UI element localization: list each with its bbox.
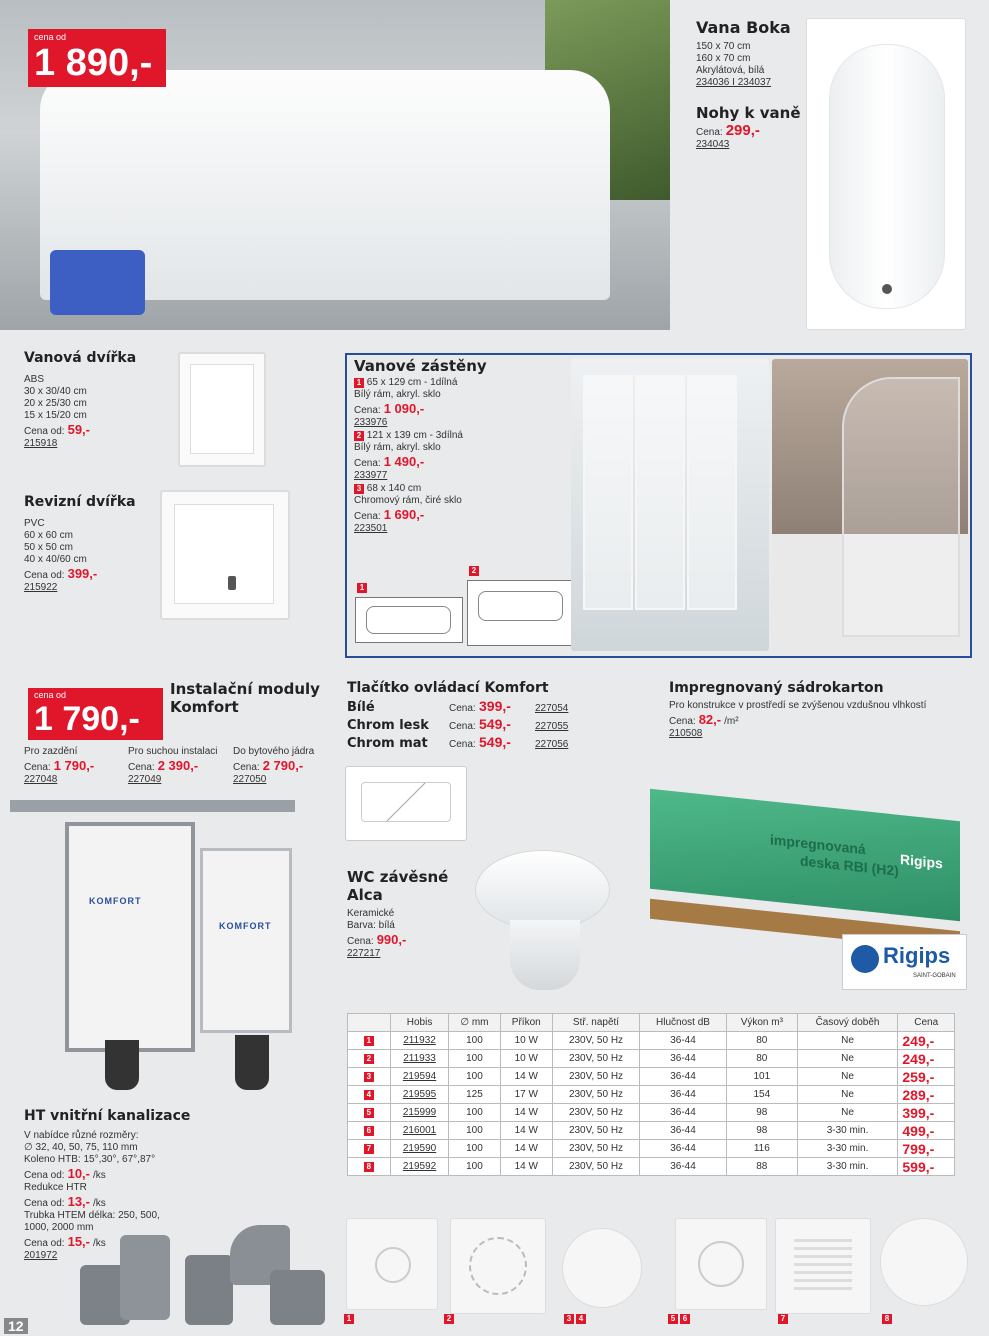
row-number-badge	[348, 1104, 391, 1122]
tlacitko-row-name: Chrom mat	[347, 736, 428, 751]
frame-bar	[10, 800, 295, 812]
board-text-2: deska RBI (H2)	[800, 852, 899, 879]
fan-image-5-6	[675, 1218, 767, 1310]
kanalizace-line-2: ∅ 32, 40, 50, 75, 110 mm	[24, 1142, 138, 1153]
item-number-badge: 3	[354, 484, 364, 494]
zasteny-title: Vanové zástěny	[354, 357, 487, 375]
table-row	[348, 1050, 955, 1068]
table-cell: 125	[449, 1086, 500, 1104]
revizni-line-3: 50 x 50 cm	[24, 542, 73, 553]
table-cell: 88	[726, 1158, 797, 1176]
table-cell-price: 249,-	[898, 1032, 955, 1050]
vanova-line-2: 30 x 30/40 cm	[24, 386, 87, 397]
vana-title: Vana Boka	[696, 18, 791, 37]
revizni-line-1: PVC	[24, 518, 45, 529]
moduly-title-block	[170, 680, 320, 716]
table-cell: 116	[726, 1140, 797, 1158]
zasteny-item-3-price-label: Cena:	[354, 511, 381, 522]
table-cell: 36-44	[640, 1158, 727, 1176]
revizni-line-4: 40 x 40/60 cm	[24, 554, 87, 565]
moduly-variant-1-name: Pro zazdění	[24, 746, 78, 757]
fan-louvres	[794, 1239, 852, 1295]
table-cell: 36-44	[640, 1032, 727, 1050]
row-number-icon: 1	[364, 1036, 374, 1046]
drain-pipe-2	[235, 1035, 269, 1090]
glass-panel	[842, 377, 960, 637]
moduly-variant-2-name: Pro suchou instalaci	[128, 746, 218, 757]
board-text-1: impregnovaná	[770, 831, 866, 858]
table-cell-price: 259,-	[898, 1068, 955, 1086]
moduly-title-1: Instalační moduly	[170, 680, 320, 698]
table-cell-code: 219595	[390, 1086, 449, 1104]
table-cell: 230V, 50 Hz	[552, 1086, 639, 1104]
table-cell-code: 211933	[390, 1050, 449, 1068]
fan-image-7	[775, 1218, 871, 1314]
item-number-badge: 1	[354, 378, 364, 388]
redukce-unit: /ks	[93, 1198, 106, 1209]
trubka-line-1: Trubka HTEM délka: 250, 500,	[24, 1210, 160, 1221]
table-cell: 230V, 50 Hz	[552, 1104, 639, 1122]
table-cell: 10 W	[500, 1050, 552, 1068]
redukce-label: Redukce HTR	[24, 1182, 87, 1193]
module-body-2	[200, 848, 292, 1033]
screen-panel-1	[583, 375, 633, 610]
table-cell-code: 219594	[390, 1068, 449, 1086]
tlacitko-row-price: 549,-	[479, 716, 511, 732]
vanova-price-row	[24, 422, 174, 438]
table-header-cell: Výkon m³	[726, 1014, 797, 1032]
zasteny-frame	[345, 353, 972, 658]
sadrokarton-price: 82,-	[698, 712, 722, 727]
revizni-price-label: Cena od:	[24, 570, 65, 581]
diagram-1-tub	[355, 597, 463, 643]
table-cell: 230V, 50 Hz	[552, 1050, 639, 1068]
wc-title-1: WC závěsné	[347, 868, 449, 886]
fan-marker-7: 7	[778, 1314, 788, 1324]
moduly-variant-3-name: Do bytového jádra	[233, 746, 315, 757]
vana-line-1: 150 x 70 cm	[696, 41, 751, 52]
trubka-price: 15,-	[67, 1234, 90, 1249]
wc-line-1: Keramické	[347, 908, 395, 919]
table-header-cell: Stř. napětí	[552, 1014, 639, 1032]
nohy-price: 299,-	[725, 122, 760, 139]
table-cell: 10 W	[500, 1032, 552, 1050]
zasteny-item-3-code: 223501	[354, 523, 388, 534]
zasteny-item-1-line1: 65 x 129 cm - 1dílná	[366, 377, 458, 388]
table-cell: 3-30 min.	[797, 1140, 898, 1158]
redukce-price-label: Cena od:	[24, 1198, 65, 1209]
table-cell: 101	[726, 1068, 797, 1086]
tlacitko-rows	[347, 698, 597, 752]
kanalizace-line-1: V nabídce různé rozměry:	[24, 1130, 139, 1141]
table-header-cell: Hlučnost dB	[640, 1014, 727, 1032]
diagram-tub-inner	[366, 606, 451, 634]
module-body-1	[65, 822, 195, 1052]
panel-door	[174, 504, 274, 604]
moduly-variant-1-price: 1 790,-	[53, 758, 95, 773]
row-number-badge	[348, 1086, 391, 1104]
table-cell: 36-44	[640, 1122, 727, 1140]
table-cell-price: 249,-	[898, 1050, 955, 1068]
table-header-cell: Cena	[898, 1014, 955, 1032]
tlacitko-title: Tlačítko ovládací Komfort	[347, 680, 549, 696]
table-row	[348, 1032, 955, 1050]
sadrokarton-title: Impregnovaný sádrokarton	[669, 680, 884, 696]
drain-pipe-1	[105, 1040, 139, 1090]
rigips-logo-text: Rigips	[883, 943, 951, 968]
koleno-price-label: Cena od:	[24, 1170, 65, 1181]
panel-door	[190, 364, 254, 454]
nohy-price-label: Cena:	[696, 127, 723, 138]
table-header-cell	[348, 1014, 391, 1032]
moduly-variant-2-price-label: Cena:	[128, 762, 155, 773]
tlacitko-row-name: Bílé	[347, 700, 375, 715]
row-number-badge	[348, 1032, 391, 1050]
table-row	[348, 1140, 955, 1158]
table-cell: 98	[726, 1104, 797, 1122]
table-row	[348, 1122, 955, 1140]
zasteny-item-3	[354, 483, 569, 534]
table-cell: 230V, 50 Hz	[552, 1068, 639, 1086]
trubka-unit: /ks	[93, 1238, 106, 1249]
sadrokarton-line: Pro konstrukce v prostředí se zvýšenou vzdušnou vlhkostí	[669, 700, 927, 711]
table-cell: 230V, 50 Hz	[552, 1158, 639, 1176]
row-number-icon: 6	[364, 1126, 374, 1136]
table-cell: Ne	[797, 1068, 898, 1086]
lock-icon	[228, 576, 236, 590]
sadrokarton-block	[669, 680, 969, 739]
table-cell-price: 499,-	[898, 1122, 955, 1140]
fan-marker-2: 2	[444, 1314, 454, 1324]
fan-image-1	[346, 1218, 438, 1310]
board-stack	[650, 789, 960, 922]
zasteny-item-2-price: 1 490,-	[383, 454, 425, 469]
table-cell: 230V, 50 Hz	[552, 1140, 639, 1158]
zasteny-item-3-line1: 68 x 140 cm	[366, 483, 422, 494]
zasteny-item-1-price-label: Cena:	[354, 405, 381, 416]
wc-code: 227217	[347, 948, 381, 959]
trubka-price-label: Cena od:	[24, 1238, 65, 1249]
revizni-dvirka-block	[24, 494, 174, 593]
hero-price-tag: cena od 1 890,-	[28, 29, 166, 87]
table-cell-price: 289,-	[898, 1086, 955, 1104]
sadrokarton-price-label: Cena:	[669, 716, 696, 727]
installation-module-frame-image	[10, 800, 295, 1100]
moduly-variant-3	[233, 746, 338, 785]
table-cell: 100	[449, 1068, 500, 1086]
tlacitko-row-code: 227055	[535, 721, 569, 732]
fan-image-8	[880, 1218, 968, 1306]
moduly-variant-2-price: 2 390,-	[157, 758, 199, 773]
fan-grille	[469, 1237, 527, 1295]
rigips-logo-icon	[851, 945, 879, 973]
nohy-code: 234043	[696, 139, 730, 150]
zasteny-item-1-line2: Bílý rám, akryl. sklo	[354, 389, 441, 400]
table-cell: 14 W	[500, 1158, 552, 1176]
fan-spec-table	[347, 1013, 955, 1176]
wc-price-label: Cena:	[347, 936, 374, 947]
vana-code: 234036 I 234037	[696, 77, 772, 88]
zasteny-item-2	[354, 430, 569, 481]
row-number-badge	[348, 1140, 391, 1158]
zasteny-item-1	[354, 377, 569, 428]
zasteny-text-block	[354, 357, 569, 534]
diagram-marker-2: 2	[469, 566, 479, 576]
sadrokarton-code: 210508	[669, 728, 703, 739]
zasteny-item-2-code: 233977	[354, 470, 388, 481]
vanova-line-4: 15 x 15/20 cm	[24, 410, 87, 421]
module-brand-1: KOMFORT	[89, 896, 142, 906]
screen-panel-3	[687, 375, 737, 610]
board-brand: Rigips	[900, 850, 943, 872]
pipe-2	[120, 1235, 170, 1320]
redukce-price: 13,-	[67, 1194, 90, 1209]
plasterboard-stack-image	[640, 785, 965, 950]
moduly-variant-2-code: 227049	[128, 774, 162, 785]
fan-marker-4: 4	[576, 1314, 586, 1324]
table-row	[348, 1158, 955, 1176]
table-cell: 100	[449, 1140, 500, 1158]
fan-marker-8: 8	[882, 1314, 892, 1324]
table-cell: 230V, 50 Hz	[552, 1122, 639, 1140]
vanova-line-1: ABS	[24, 374, 45, 385]
table-header-cell: Příkon	[500, 1014, 552, 1032]
table-cell: Ne	[797, 1032, 898, 1050]
table-cell: 100	[449, 1122, 500, 1140]
table-cell: 98	[726, 1122, 797, 1140]
nohy-title: Nohy k vaně	[696, 104, 801, 122]
table-cell: 80	[726, 1050, 797, 1068]
vanova-line-3: 20 x 25/30 cm	[24, 398, 87, 409]
rigips-logo-sub: SAINT-GOBAIN	[913, 973, 956, 979]
revizni-code: 215922	[24, 582, 58, 593]
zasteny-item-1-code: 233976	[354, 417, 388, 428]
koleno-price: 10,-	[67, 1166, 90, 1181]
table-cell: 14 W	[500, 1068, 552, 1086]
vanova-price: 59,-	[67, 422, 90, 437]
shower-screen-chrome-photo	[772, 359, 968, 651]
table-cell: 100	[449, 1158, 500, 1176]
row-number-badge	[348, 1158, 391, 1176]
fan-image-3-4	[562, 1228, 642, 1308]
screen-panel-2	[635, 375, 685, 610]
tlacitko-block	[347, 680, 597, 752]
row-number-icon: 8	[364, 1162, 374, 1172]
moduly-title-2: Komfort	[170, 698, 239, 716]
toilet-body	[510, 920, 580, 990]
access-panel-abs-image	[178, 352, 266, 467]
table-cell-code: 216001	[390, 1122, 449, 1140]
row-number-badge	[348, 1050, 391, 1068]
tlacitko-row-price: 399,-	[479, 698, 511, 714]
nohy-price-row	[696, 122, 806, 139]
table-cell: 14 W	[500, 1122, 552, 1140]
zasteny-item-2-line1: 121 x 139 cm - 3dílná	[366, 430, 463, 441]
table-cell: Ne	[797, 1086, 898, 1104]
revizni-line-2: 60 x 60 cm	[24, 530, 73, 541]
table-cell-price: 599,-	[898, 1158, 955, 1176]
table-cell: 36-44	[640, 1140, 727, 1158]
page-number: 12	[4, 1318, 28, 1334]
table-row	[348, 1104, 955, 1122]
table-header-cell: Hobis	[390, 1014, 449, 1032]
zasteny-item-2-price-label: Cena:	[354, 458, 381, 469]
diagram-2-tub	[467, 580, 575, 646]
wc-line-2: Barva: bílá	[347, 920, 395, 931]
module-brand-2: KOMFORT	[219, 921, 272, 931]
fan-image-2	[450, 1218, 546, 1314]
fan-marker-1: 1	[344, 1314, 354, 1324]
trubka-line-2: 1000, 2000 mm	[24, 1222, 94, 1233]
shower-screen-3part-photo	[571, 359, 769, 651]
table-cell: 36-44	[640, 1068, 727, 1086]
table-cell-price: 799,-	[898, 1140, 955, 1158]
vana-line-3: Akrylátová, bílá	[696, 65, 765, 76]
table-row	[348, 1086, 955, 1104]
bathtub-inner	[829, 44, 945, 309]
table-cell: 17 W	[500, 1086, 552, 1104]
zasteny-item-1-price: 1 090,-	[383, 401, 425, 416]
fan-marker-6: 6	[680, 1314, 690, 1324]
moduly-variant-3-price: 2 790,-	[262, 758, 304, 773]
table-cell: 100	[449, 1032, 500, 1050]
table-cell: 14 W	[500, 1140, 552, 1158]
fan-grille	[375, 1247, 411, 1283]
flush-button-plate	[361, 782, 451, 822]
tlacitko-row-code: 227056	[535, 739, 569, 750]
access-panel-pvc-image	[160, 490, 290, 620]
tlacitko-row	[347, 716, 597, 734]
wc-price: 990,-	[376, 932, 407, 947]
pipes-image	[67, 1215, 340, 1330]
diagram-tub-inner	[478, 591, 563, 621]
table-cell-code: 219590	[390, 1140, 449, 1158]
table-cell: 36-44	[640, 1086, 727, 1104]
pipe-3	[185, 1255, 233, 1325]
table-cell: Ne	[797, 1050, 898, 1068]
toilet-bowl	[475, 850, 610, 930]
row-number-icon: 4	[364, 1090, 374, 1100]
zasteny-item-2-line2: Bílý rám, akryl. sklo	[354, 442, 441, 453]
zasteny-item-3-line2: Chromový rám, čiré sklo	[354, 495, 462, 506]
table-cell: 36-44	[640, 1104, 727, 1122]
table-cell: 3-30 min.	[797, 1158, 898, 1176]
kanalizace-code: 201972	[24, 1250, 58, 1261]
drain-icon	[882, 284, 892, 294]
tlacitko-row	[347, 734, 597, 752]
fan-marker-5: 5	[668, 1314, 678, 1324]
vanova-price-label: Cena od:	[24, 426, 65, 437]
fans-row	[340, 1210, 980, 1328]
table-cell: 3-30 min.	[797, 1122, 898, 1140]
table-cell: 36-44	[640, 1050, 727, 1068]
wc-title-2: Alca	[347, 886, 383, 904]
wc-block	[347, 868, 477, 959]
table-cell: 100	[449, 1050, 500, 1068]
row-number-icon: 5	[364, 1108, 374, 1118]
towel-graphic	[50, 250, 145, 315]
diagram-marker-1: 1	[357, 583, 367, 593]
table-cell-code: 211932	[390, 1032, 449, 1050]
tlacitko-row	[347, 698, 597, 716]
row-number-icon: 7	[364, 1144, 374, 1154]
table-header-row	[348, 1014, 955, 1032]
vanova-dvirka-block	[24, 350, 174, 449]
moduly-variant-3-code: 227050	[233, 774, 267, 785]
tlacitko-row-code: 227054	[535, 703, 569, 714]
moduly-variant-1	[24, 746, 124, 785]
revizni-price: 399,-	[67, 566, 98, 581]
table-cell: 100	[449, 1104, 500, 1122]
table-header-cell: ∅ mm	[449, 1014, 500, 1032]
item-number-badge: 2	[354, 431, 364, 441]
row-number-icon: 3	[364, 1072, 374, 1082]
vanova-title: Vanová dvířka	[24, 350, 137, 366]
koleno-unit: /ks	[93, 1170, 106, 1181]
tlacitko-row-price-label: Cena:	[449, 721, 476, 732]
row-number-badge	[348, 1068, 391, 1086]
moduly-variant-1-price-label: Cena:	[24, 762, 51, 773]
moduly-price-tag: cena od 1 790,-	[28, 688, 163, 740]
kanalizace-title: HT vnitřní kanalizace	[24, 1108, 191, 1124]
tlacitko-row-price-label: Cena:	[449, 703, 476, 714]
vana-boka-block	[696, 18, 806, 150]
fan-grille	[698, 1241, 744, 1287]
table-header-cell: Časový doběh	[797, 1014, 898, 1032]
table-cell: 230V, 50 Hz	[552, 1032, 639, 1050]
table-body	[348, 1032, 955, 1176]
revizni-price-row	[24, 566, 174, 582]
fan-marker-3: 3	[564, 1314, 574, 1324]
table-cell: 154	[726, 1086, 797, 1104]
row-number-icon: 2	[364, 1054, 374, 1064]
moduly-variant-1-code: 227048	[24, 774, 58, 785]
moduly-variant-2	[128, 746, 232, 785]
vana-line-2: 160 x 70 cm	[696, 53, 751, 64]
table-cell-code: 219592	[390, 1158, 449, 1176]
table-cell: Ne	[797, 1104, 898, 1122]
table-cell: 80	[726, 1032, 797, 1050]
table-cell-price: 399,-	[898, 1104, 955, 1122]
revizni-title: Revizní dvířka	[24, 494, 136, 510]
tlacitko-row-price-label: Cena:	[449, 739, 476, 750]
rigips-logo	[842, 934, 967, 990]
tlacitko-row-price: 549,-	[479, 734, 511, 750]
table-cell-code: 215999	[390, 1104, 449, 1122]
bathtub-top-view-image	[806, 18, 966, 330]
kanalizace-line-3: Koleno HTB: 15°,30°, 67°,87°	[24, 1154, 156, 1165]
pipe-5	[270, 1270, 325, 1325]
sadrokarton-unit: /m²	[724, 716, 739, 727]
flush-button-image	[345, 766, 467, 841]
row-number-badge	[348, 1122, 391, 1140]
zasteny-item-3-price: 1 690,-	[383, 507, 425, 522]
tlacitko-row-name: Chrom lesk	[347, 718, 429, 733]
moduly-variant-3-price-label: Cena:	[233, 762, 260, 773]
wall-hung-toilet-image	[470, 835, 615, 995]
vanova-code: 215918	[24, 438, 58, 449]
table-row	[348, 1068, 955, 1086]
table-cell: 14 W	[500, 1104, 552, 1122]
